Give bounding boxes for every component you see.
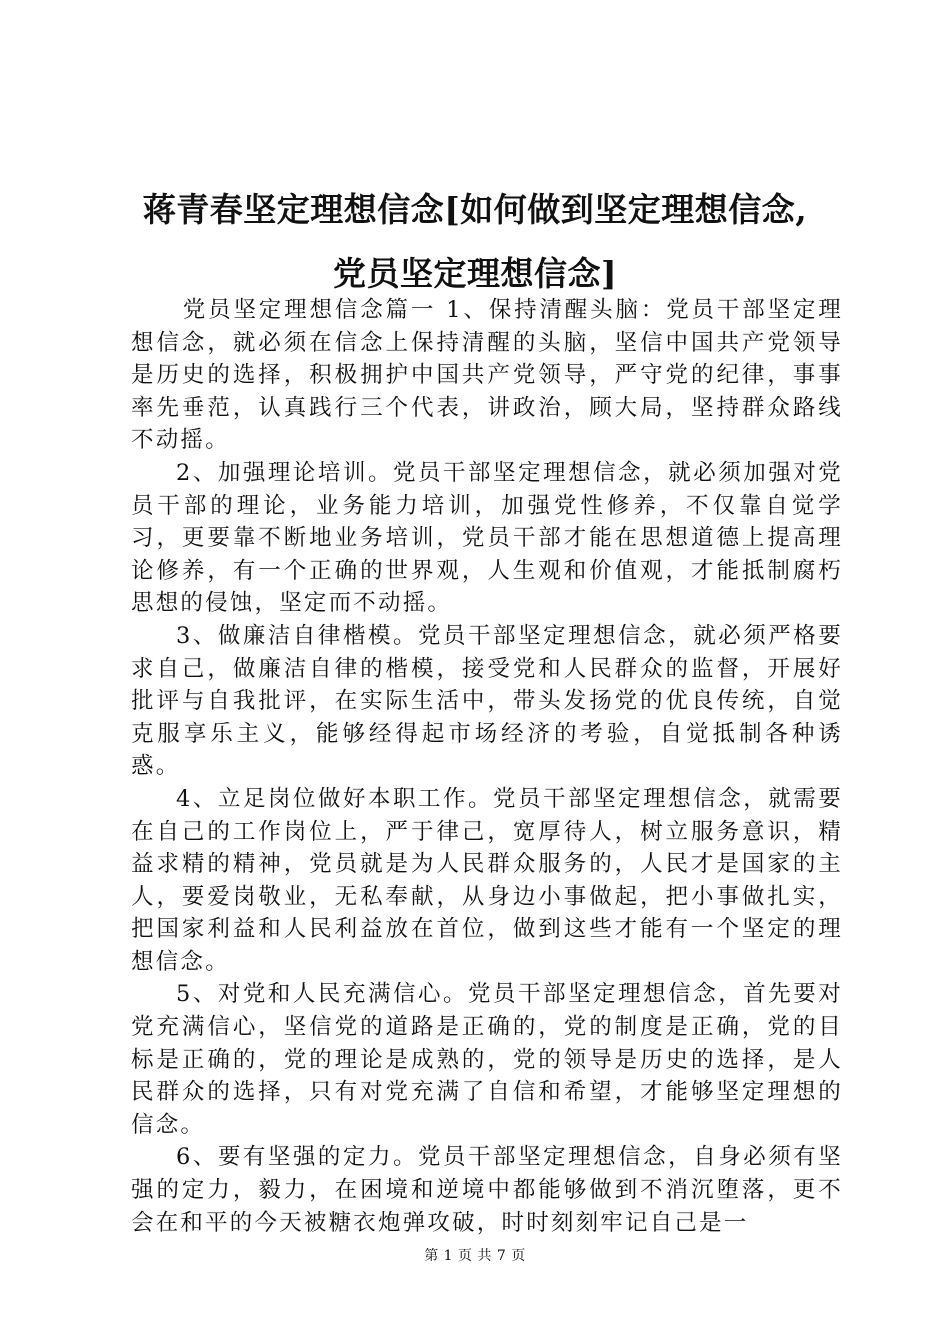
paragraph-5: 5、对党和人民充满信心。党员干部坚定理想信念，首先要对党充满信心，坚信党的道路是正确的，党的制度是正确，党的目标是正确的，党的理论是成熟的，党的领导是历史的选择，是人民群众的选择，只有对党充满了自信和希望，才能够坚定理想的信念。 bbox=[131, 981, 843, 1138]
document-title-line-1: 蒋青春坚定理想信念[如何做到坚定理想信念, bbox=[142, 190, 808, 229]
paragraph-6: 6、要有坚强的定力。党员干部坚定理想信念，自身必须有坚强的定力，毅力，在困境和逆境中都能够做到不消沉堕落，更不会在和平的今天被糖衣炮弹攻破，时时刻刻牢记自己是一 bbox=[131, 1144, 843, 1236]
paragraph-4: 4、立足岗位做好本职工作。党员干部坚定理想信念，就需要在自己的工作岗位上，严于律己，宽厚待人，树立服务意识，精益求精的精神，党员就是为人民群众服务的，人民才是国家的主人，要爱岗敬业，无私奉献，从身边小事做起，把小事做扎实，把国家利益和人民利益放在首位，做到这些才能有一个坚定的理想信念。 bbox=[131, 785, 843, 975]
document-body bbox=[131, 294, 843, 1239]
paragraph-1: 党员坚定理想信念篇一 1、保持清醒头脑：党员干部坚定理想信念，就必须在信念上保持清醒的头脑，坚信中国共产党领导是历史的选择，积极拥护中国共产党领导，严守党的纪律，事事率先垂范，认真践行三个代表，讲政治，顾大局，坚持群众路线不动摇。 bbox=[131, 297, 843, 454]
page-footer: 第 1 页 共 7 页 bbox=[424, 1248, 526, 1264]
document-title-line-2: 党员坚定理想信念] bbox=[332, 254, 618, 293]
paragraph-2: 2、加强理论培训。党员干部坚定理想信念，就必须加强对党员干部的理论，业务能力培训，加强党性修养，不仅靠自觉学习，更要靠不断地业务培训，党员干部才能在思想道德上提高理论修养，有一个正确的世界观，人生观和价值观，才能抵制腐朽思想的侵蚀，坚定而不动摇。 bbox=[131, 459, 843, 617]
paragraph-3: 3、做廉洁自律楷模。党员干部坚定理想信念，就必须严格要求自己，做廉洁自律的楷模，接受党和人民群众的监督，开展好批评与自我批评，在实际生活中，带头发扬党的优良传统，自觉克服享乐主义，能够经得起市场经济的考验，自觉抵制各种诱惑。 bbox=[131, 622, 843, 780]
